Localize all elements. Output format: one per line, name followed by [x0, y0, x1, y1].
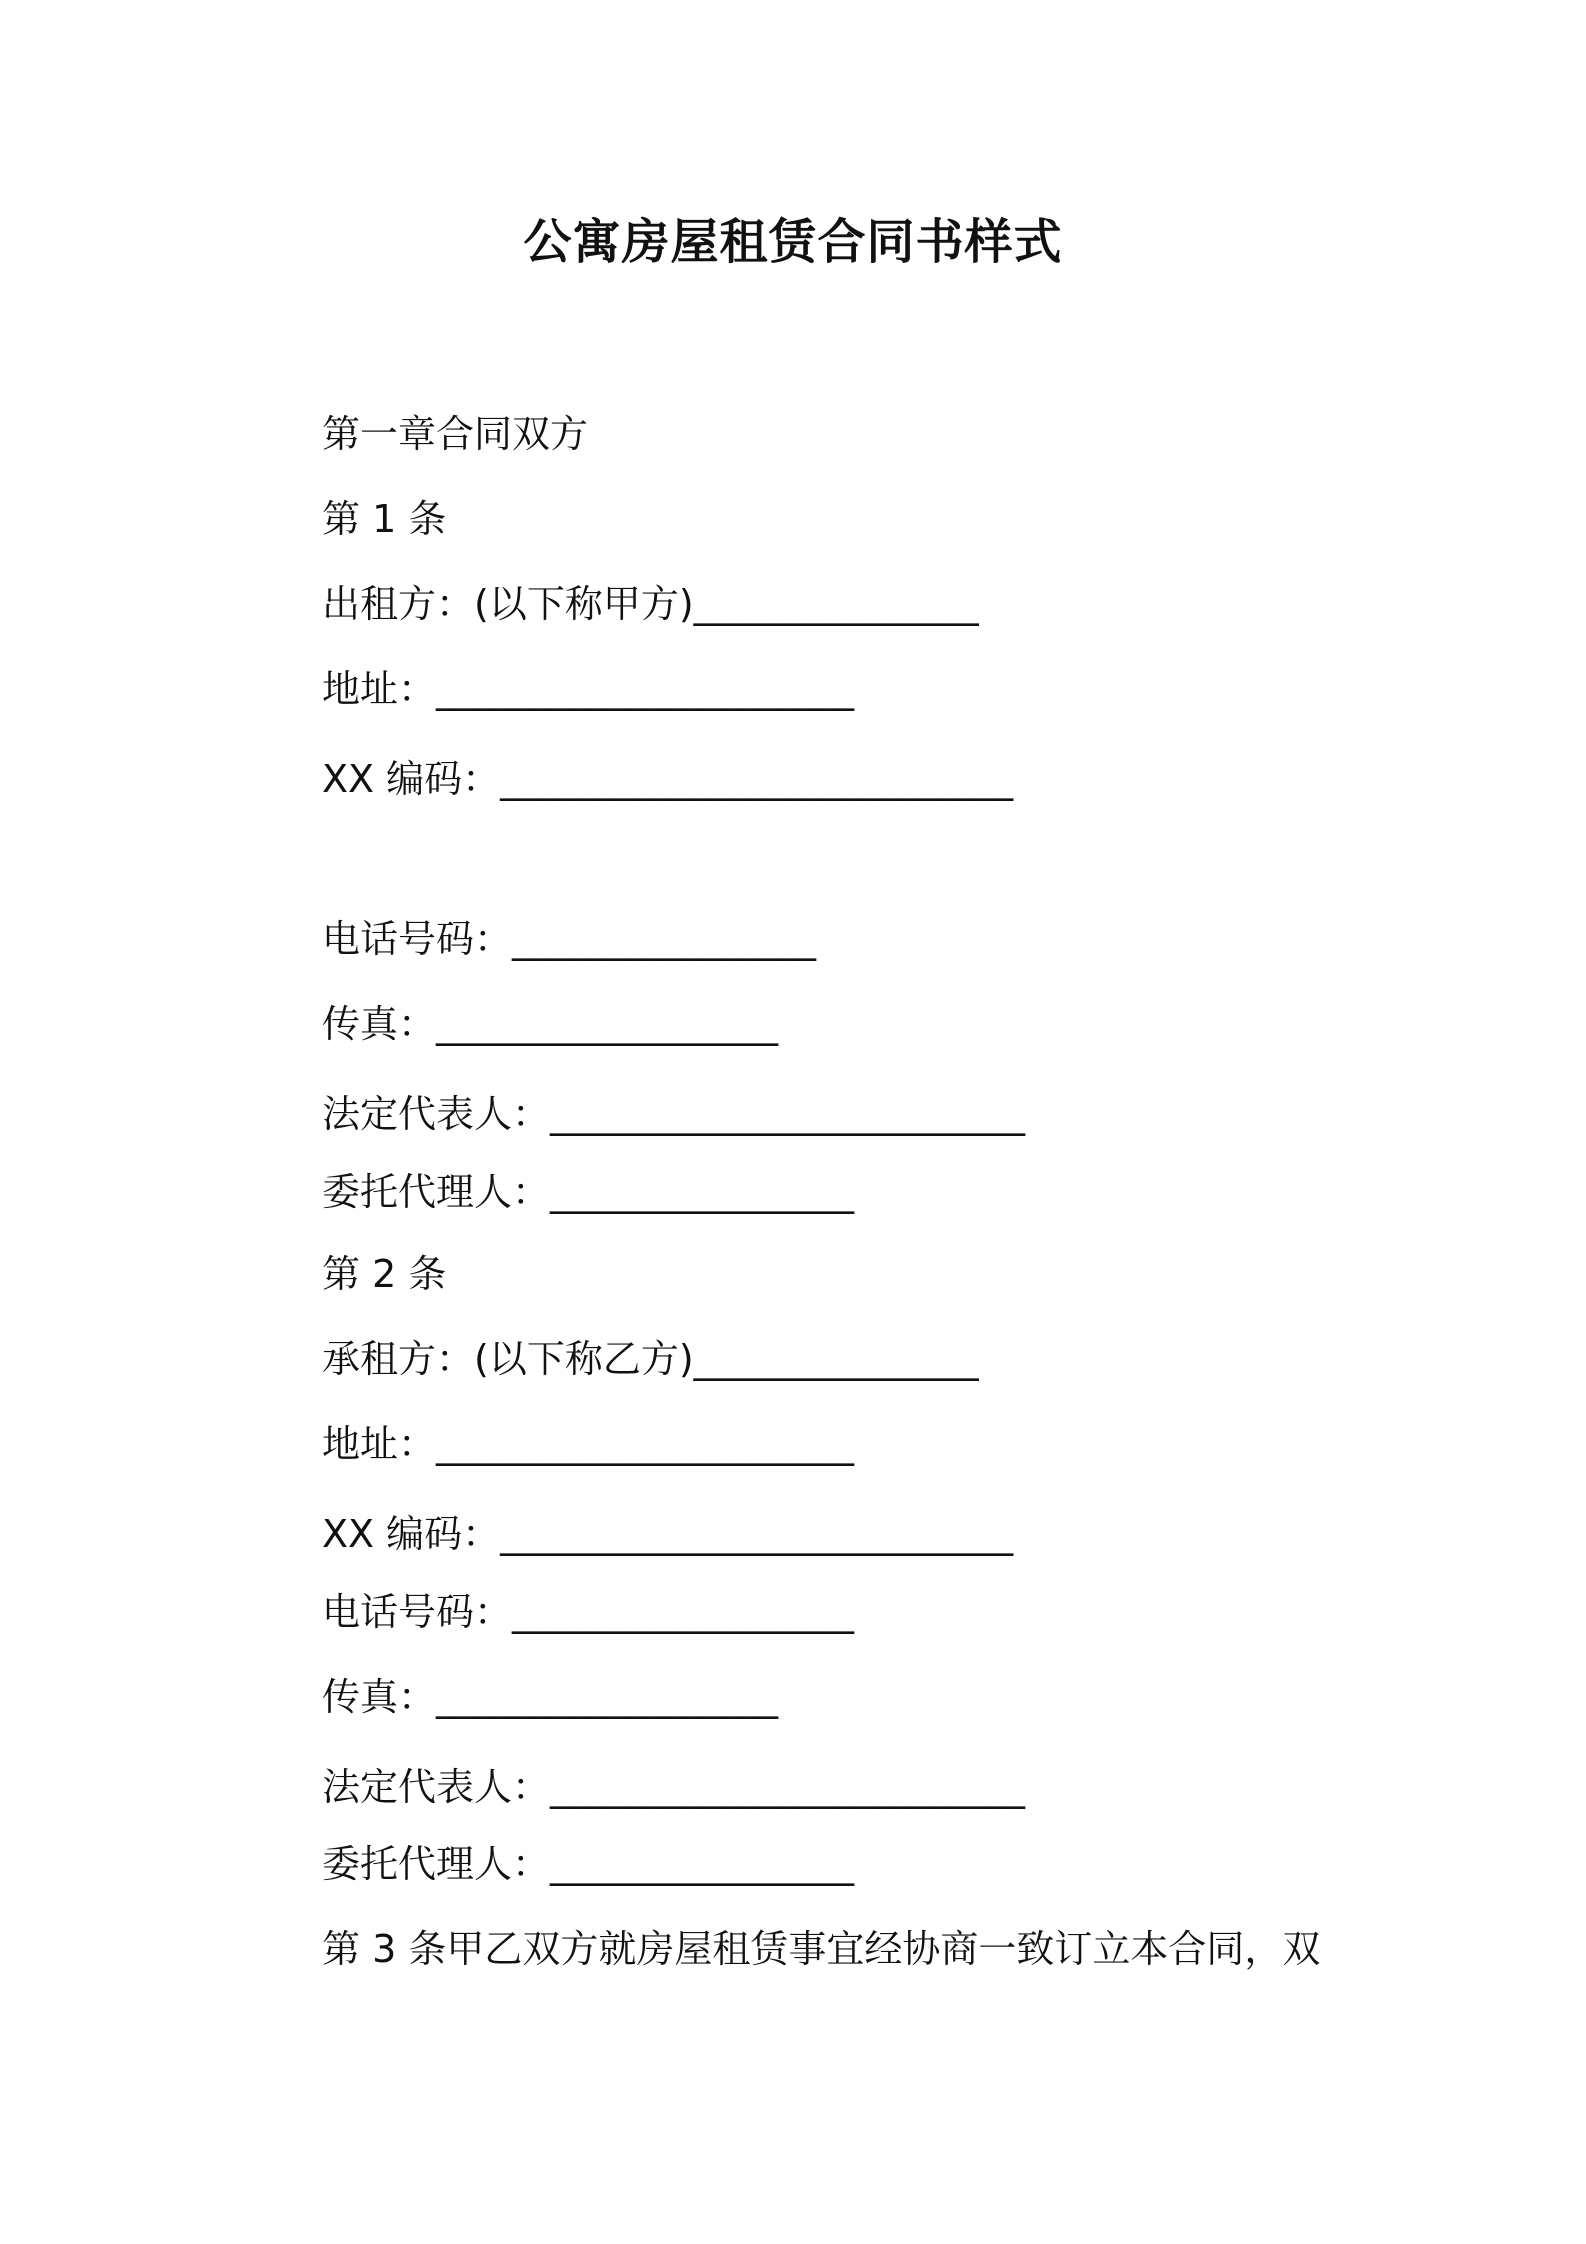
lessor-legal-rep-line: 法定代表人：_________________________: [322, 1092, 1026, 1136]
lessee-fax-line: 传真：__________________: [322, 1675, 779, 1719]
lessor-postcode-line: XX 编码：___________________________: [322, 757, 1014, 801]
lessor-phone-line: 电话号码：________________: [322, 917, 817, 961]
lessor-address-line: 地址：______________________: [322, 667, 855, 711]
lessor-fax-line: 传真：__________________: [322, 1002, 779, 1046]
lessee-phone-line: 电话号码：__________________: [322, 1590, 855, 1634]
lessee-legal-rep-line: 法定代表人：_________________________: [322, 1765, 1026, 1809]
chapter-heading: 第一章合同双方: [322, 412, 589, 456]
document-title: 公寓房屋租赁合同书样式: [523, 214, 1063, 270]
lessee-postcode-line: XX 编码：___________________________: [322, 1512, 1014, 1556]
lessor-line: 出租方：(以下称甲方)_______________: [322, 582, 979, 626]
article-3-text: 第 3 条甲乙双方就房屋租赁事宜经协商一致订立本合同，双: [322, 1927, 1321, 1971]
lessee-address-line: 地址：______________________: [322, 1422, 855, 1466]
article-1-heading: 第 1 条: [322, 497, 447, 541]
lessee-agent-line: 委托代理人：________________: [322, 1842, 855, 1886]
lessor-agent-line: 委托代理人：________________: [322, 1170, 855, 1214]
article-2-heading: 第 2 条: [322, 1252, 447, 1296]
lessee-line: 承租方：(以下称乙方)_______________: [322, 1337, 979, 1381]
